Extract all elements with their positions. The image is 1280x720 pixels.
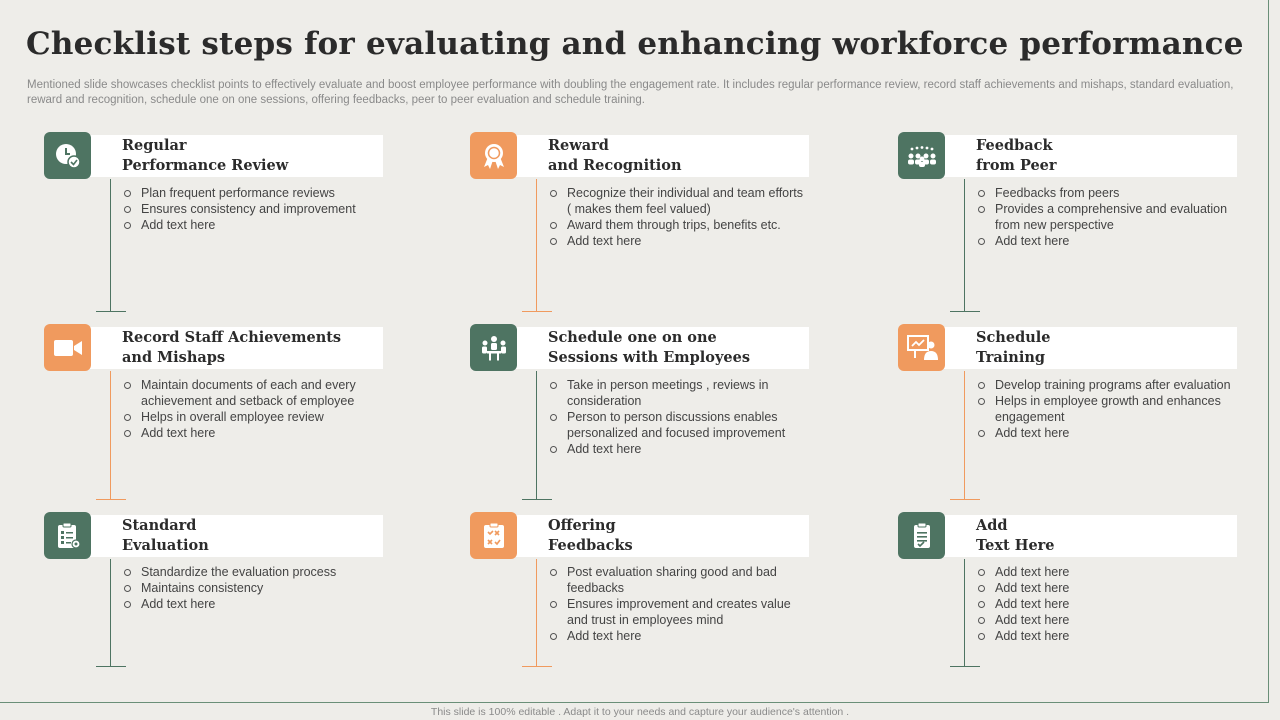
list-item: Add text here [976, 233, 1238, 249]
card-title-line1: Feedback [976, 137, 1053, 154]
list-item: Develop training programs after evaluation [976, 377, 1238, 393]
list-item: Award them through trips, benefits etc. [548, 217, 810, 233]
list-item: Add text here [548, 628, 810, 644]
list-item: Add text here [122, 425, 384, 441]
card-feedback-from-peer [898, 132, 1238, 322]
card-title [976, 136, 1238, 176]
card-connector-line [964, 179, 965, 311]
card-connector-tick [522, 499, 552, 500]
list-item: Recognize their individual and team efforts ( makes them feel valued) [548, 185, 810, 217]
card-title-line2: Performance Review [122, 157, 289, 174]
footer-divider [0, 702, 1269, 703]
card-title-line2: Sessions with Employees [548, 349, 750, 366]
card-connector-tick [96, 666, 126, 667]
card-list [976, 185, 1238, 249]
card-schedule-training [898, 324, 1238, 514]
list-item: Helps in employee growth and enhances engagement [976, 393, 1238, 425]
list-item: Feedbacks from peers [976, 185, 1238, 201]
card-connector-tick [950, 311, 980, 312]
card-title-line1: Standard [122, 517, 197, 534]
card-title [122, 516, 384, 556]
card-title-line2: Training [976, 349, 1046, 366]
list-item: Person to person discussions enables personalized and focused improvement [548, 409, 810, 441]
page-title: Checklist steps for evaluating and enhancing workforce performance [26, 26, 1244, 62]
list-item: Add text here [976, 425, 1238, 441]
clipboard-checklist-icon [44, 512, 91, 559]
list-item: Provides a comprehensive and evaluation from new perspective [976, 201, 1238, 233]
card-title [122, 328, 384, 368]
card-title-line2: and Mishaps [122, 349, 226, 366]
card-connector-line [110, 559, 111, 666]
card-title [122, 136, 384, 176]
list-item: Add text here [548, 233, 810, 249]
list-item: Maintains consistency [122, 580, 384, 596]
list-item: Standardize the evaluation process [122, 564, 384, 580]
award-ribbon-icon [470, 132, 517, 179]
list-item: Add text here [976, 628, 1238, 644]
card-title-line1: Record Staff Achievements [122, 329, 342, 346]
card-connector-line [536, 179, 537, 311]
card-connector-tick [96, 499, 126, 500]
list-item: Take in person meetings , reviews in consideration [548, 377, 810, 409]
card-list [548, 377, 810, 457]
card-list [122, 564, 384, 612]
card-list [976, 564, 1238, 644]
card-title-line2: and Recognition [548, 157, 682, 174]
card-connector-tick [522, 311, 552, 312]
card-connector-line [536, 559, 537, 666]
card-connector-line [964, 371, 965, 499]
card-title-line1: Offering [548, 517, 616, 534]
list-item: Add text here [976, 564, 1238, 580]
list-item: Maintain documents of each and every achievement and setback of employee [122, 377, 384, 409]
card-regular-performance-review [44, 132, 384, 322]
card-title-line2: from Peer [976, 157, 1057, 174]
footer-note: This slide is 100% editable . Adapt it to your needs and capture your audience's attention . [430, 706, 850, 718]
card-schedule-one-on-one [470, 324, 810, 514]
card-connector-line [536, 371, 537, 499]
card-list [548, 185, 810, 249]
card-title-line1: Add [976, 517, 1008, 534]
card-connector-line [110, 179, 111, 311]
card-record-staff-achievements [44, 324, 384, 514]
card-connector-tick [950, 499, 980, 500]
clock-check-icon [44, 132, 91, 179]
card-connector-tick [96, 311, 126, 312]
list-item: Ensures consistency and improvement [122, 201, 384, 217]
card-title-line2: Evaluation [122, 537, 209, 554]
card-title-line1: Schedule [976, 329, 1051, 346]
meeting-icon [470, 324, 517, 371]
card-title-line2: Text Here [976, 537, 1055, 554]
card-title-line1: Schedule one on one [548, 329, 717, 346]
list-item: Add text here [122, 217, 384, 233]
list-item: Plan frequent performance reviews [122, 185, 384, 201]
people-stars-icon [898, 132, 945, 179]
card-reward-and-recognition [470, 132, 810, 322]
card-connector-tick [522, 666, 552, 667]
list-item: Post evaluation sharing good and bad feedbacks [548, 564, 810, 596]
card-title [976, 516, 1238, 556]
card-title-line1: Reward [548, 137, 609, 154]
card-title [976, 328, 1238, 368]
card-connector-line [964, 559, 965, 666]
list-item: Add text here [976, 612, 1238, 628]
card-title-line2: Feedbacks [548, 537, 633, 554]
presentation-icon [898, 324, 945, 371]
card-title [548, 516, 810, 556]
feedback-clipboard-icon [470, 512, 517, 559]
card-list [548, 564, 810, 644]
card-title-line1: Regular [122, 137, 187, 154]
list-item: Add text here [976, 596, 1238, 612]
card-title [548, 136, 810, 176]
list-item: Ensures improvement and creates value and trust in employees mind [548, 596, 810, 628]
video-camera-icon [44, 324, 91, 371]
list-item: Add text here [122, 596, 384, 612]
card-connector-line [110, 371, 111, 499]
card-list [122, 377, 384, 441]
card-add-text-here [898, 512, 1238, 702]
card-list [122, 185, 384, 233]
card-list [976, 377, 1238, 441]
card-standard-evaluation [44, 512, 384, 702]
page-subtitle: Mentioned slide showcases checklist points to effectively evaluate and boost employee performance with doubling the engagement rate. It includes regular performance review, record staff achievements and mishaps, standard evaluation, reward and recognition, schedule one on one sessions, offering feedbacks, peer to peer evaluation and schedule training. [27, 79, 1234, 106]
right-border-line [1268, 0, 1269, 703]
list-item: Add text here [976, 580, 1238, 596]
card-title [548, 328, 810, 368]
checklist-icon [898, 512, 945, 559]
card-offering-feedbacks [470, 512, 810, 702]
card-connector-tick [950, 666, 980, 667]
list-item: Add text here [548, 441, 810, 457]
list-item: Helps in overall employee review [122, 409, 384, 425]
